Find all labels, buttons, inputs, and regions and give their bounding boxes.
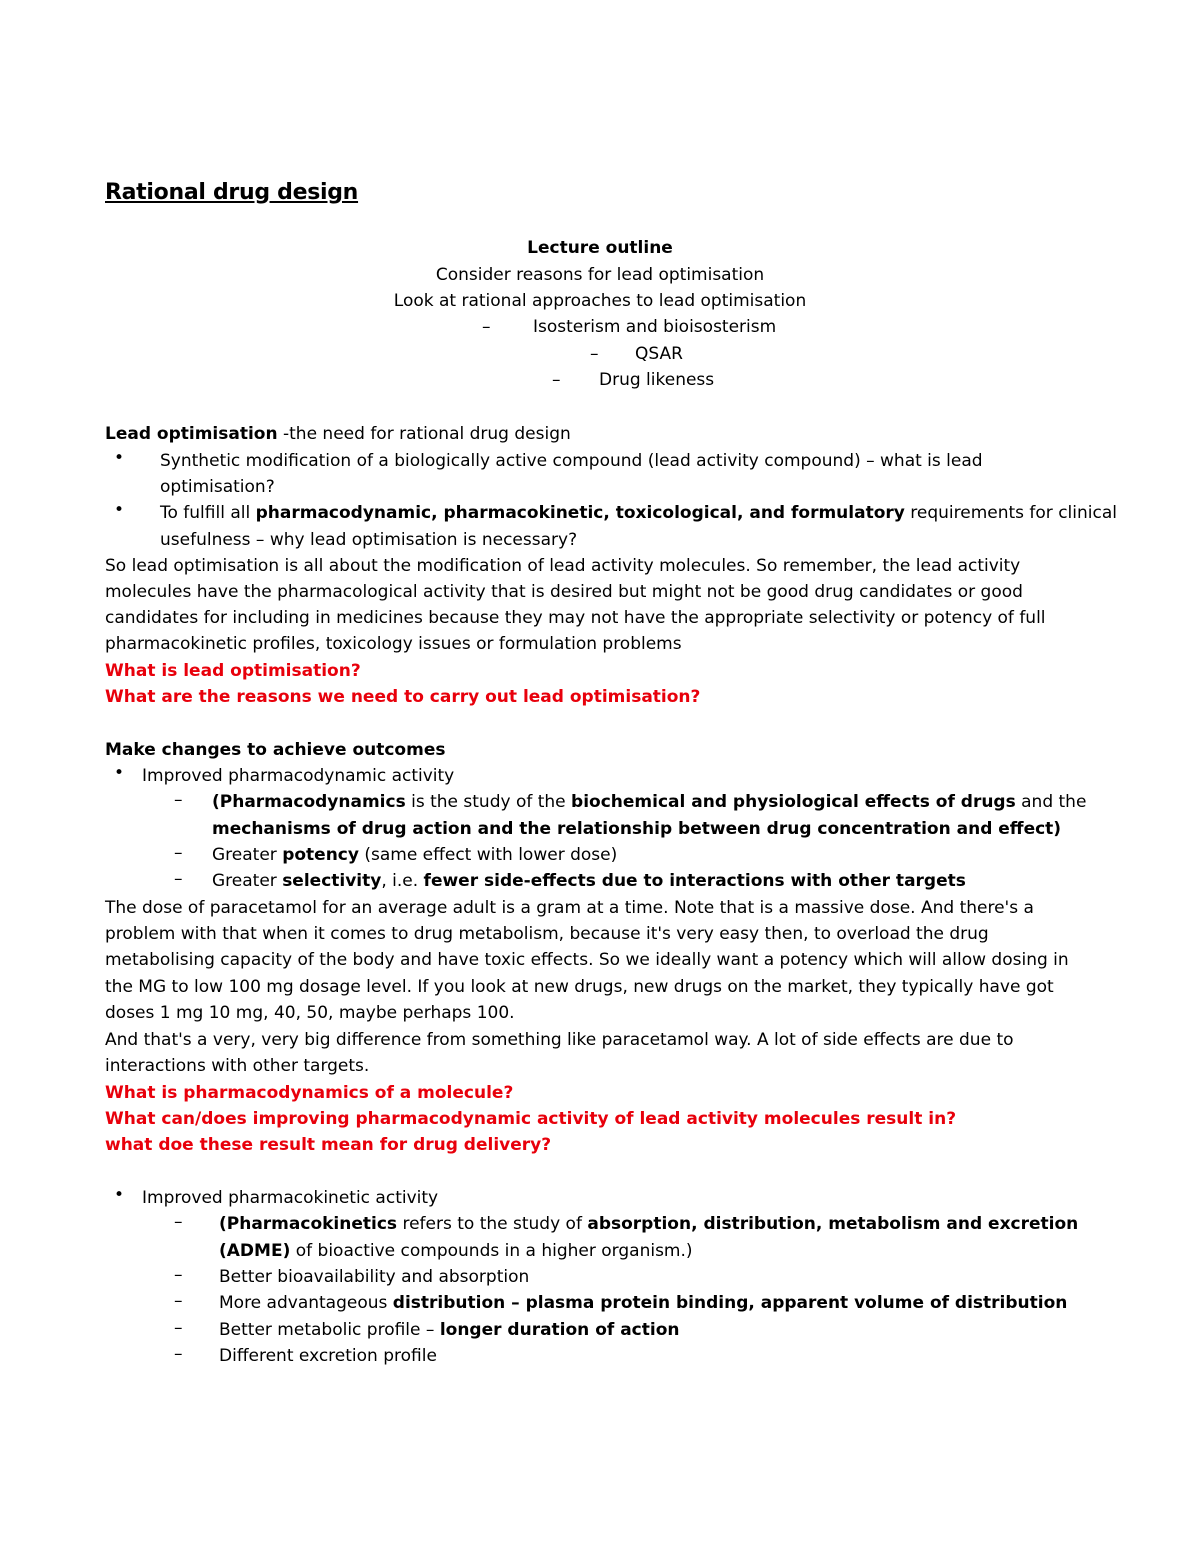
text-run-bold: longer duration of action — [439, 1320, 680, 1340]
dash-marker: – — [174, 869, 183, 889]
pk-item-1: Better bioavailability and absorption — [219, 1267, 530, 1287]
text-run-bold: biochemical and physiological effects of drugs — [571, 792, 1016, 812]
outline-subitem-3: Drug likeness — [599, 370, 715, 390]
lead-question-2: What are the reasons we need to carry out lead optimisation? — [105, 687, 701, 707]
pk-definition-line-1 — [219, 1211, 1078, 1237]
dash-marker: – — [174, 790, 183, 810]
text-run: is the study of the — [405, 792, 572, 812]
outline-subitem-2: QSAR — [635, 344, 683, 364]
pk-item-3 — [219, 1317, 679, 1343]
lead-heading — [105, 421, 571, 447]
dash-marker: – — [482, 317, 491, 337]
dash-marker: – — [174, 1212, 183, 1232]
dash-marker: – — [174, 843, 183, 863]
outline-item-2: Look at rational approaches to lead optimisation — [393, 291, 807, 311]
changes-question-2: What can/does improving pharmacodynamic activity of lead activity molecules result in? — [105, 1109, 957, 1129]
changes-paragraph-line-6: And that's a very, very big difference from something like paracetamol way. A lot of side effects are due to — [105, 1030, 1014, 1050]
text-run: More advantageous — [219, 1293, 393, 1313]
text-run-bold: (Pharmacokinetics — [219, 1214, 398, 1234]
text-run: Better metabolic profile – — [219, 1320, 440, 1340]
lead-bullet-2-line-2: usefulness – why lead optimisation is necessary? — [160, 530, 578, 550]
outline-item-1: Consider reasons for lead optimisation — [435, 265, 765, 285]
dash-marker: – — [174, 1318, 183, 1338]
lead-heading-rest: -the need for rational drug design — [277, 424, 571, 444]
text-run: (same effect with lower dose) — [358, 845, 618, 865]
changes-paragraph-line-2: problem with that when it comes to drug metabolism, because it's very easy then, to overload the drug — [105, 924, 989, 944]
dash-marker: – — [590, 344, 599, 364]
text-run-bold: selectivity — [282, 871, 382, 891]
outline-heading: Lecture outline — [527, 238, 673, 258]
text-run: Greater — [212, 845, 283, 865]
lead-paragraph-line-3: candidates for including in medicines because they may not have the appropriate selectivity or potency of full — [105, 608, 1046, 628]
dash-marker: – — [552, 370, 561, 390]
bullet-marker: • — [114, 500, 125, 520]
text-run: of bioactive compounds in a higher organism.) — [290, 1241, 693, 1261]
dash-marker: – — [174, 1291, 183, 1311]
text-run: , i.e. — [381, 871, 424, 891]
lead-paragraph-line-1: So lead optimisation is all about the modification of lead activity molecules. So remember, the lead activity — [105, 556, 1021, 576]
text-run: Greater — [212, 871, 283, 891]
text-run-bold: (ADME) — [219, 1241, 291, 1261]
lead-heading-bold: Lead optimisation — [105, 424, 278, 444]
changes-heading: Make changes to achieve outcomes — [105, 740, 446, 760]
text-run: and the — [1015, 792, 1087, 812]
text-run-bold: (Pharmacodynamics — [212, 792, 406, 812]
pd-bullet: Improved pharmacodynamic activity — [142, 766, 455, 786]
lead-bullet-1-line-2: optimisation? — [160, 477, 275, 497]
potency-item — [212, 842, 617, 868]
pd-definition-line-1 — [212, 789, 1086, 815]
changes-question-1: What is pharmacodynamics of a molecule? — [105, 1083, 514, 1103]
pk-item-2 — [219, 1290, 1067, 1316]
bullet-marker: • — [114, 763, 125, 783]
text-run-bold: pharmacodynamic, pharmacokinetic, toxicological, and formulatory — [255, 503, 905, 523]
text-run: refers to the study of — [397, 1214, 588, 1234]
outline-subitem-1: Isosterism and bioisosterism — [533, 317, 777, 337]
lead-question-1: What is lead optimisation? — [105, 661, 361, 681]
pd-definition-line-2: mechanisms of drug action and the relationship between drug concentration and effect) — [212, 819, 1062, 839]
text-run-bold: potency — [282, 845, 359, 865]
changes-paragraph-line-7: interactions with other targets. — [105, 1056, 370, 1076]
dash-marker: – — [174, 1265, 183, 1285]
text-run-bold: absorption, distribution, metabolism and excretion — [587, 1214, 1079, 1234]
changes-paragraph-line-4: the MG to low 100 mg dosage level. If you look at new drugs, new drugs on the market, they typically have got — [105, 977, 1054, 997]
changes-paragraph-line-1: The dose of paracetamol for an average adult is a gram at a time. Note that is a massive dose. And there's a — [105, 898, 1034, 918]
bullet-marker: • — [114, 1185, 125, 1205]
changes-question-3: what doe these result mean for drug delivery? — [105, 1135, 552, 1155]
changes-paragraph-line-3: metabolising capacity of the body and have toxic effects. So we ideally want a potency which will allow dosing in — [105, 950, 1069, 970]
text-run: requirements for clinical — [904, 503, 1117, 523]
lead-bullet-1-line-1: Synthetic modification of a biologically active compound (lead activity compound) – what is lead — [160, 451, 983, 471]
pk-item-4: Different excretion profile — [219, 1346, 437, 1366]
text-run: To fulfill all — [160, 503, 256, 523]
text-run-bold: distribution – plasma protein binding, apparent volume of distribution — [392, 1293, 1068, 1313]
page-title: Rational drug design — [105, 180, 359, 205]
lead-bullet-2-line-1 — [160, 500, 1117, 526]
pk-definition-line-2 — [219, 1238, 693, 1264]
text-run-bold: fewer side-effects due to interactions with other targets — [423, 871, 966, 891]
lead-paragraph-line-2: molecules have the pharmacological activity that is desired but might not be good drug candidates or good — [105, 582, 1023, 602]
lead-paragraph-line-4: pharmacokinetic profiles, toxicology issues or formulation problems — [105, 634, 682, 654]
dash-marker: – — [174, 1344, 183, 1364]
pk-bullet: Improved pharmacokinetic activity — [142, 1188, 439, 1208]
bullet-marker: • — [114, 448, 125, 468]
changes-paragraph-line-5: doses 1 mg 10 mg, 40, 50, maybe perhaps 100. — [105, 1003, 515, 1023]
selectivity-item — [212, 868, 966, 894]
